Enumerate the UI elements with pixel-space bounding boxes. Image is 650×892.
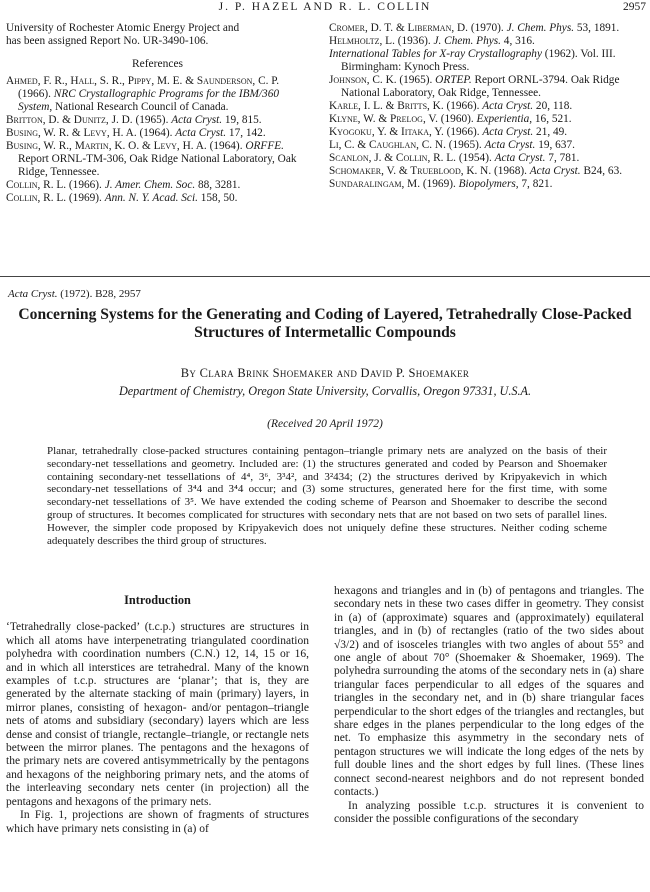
- reference-details: 16, 521.: [532, 113, 572, 125]
- prev-article-left-column: [6, 22, 309, 205]
- reference-title: ORTEP.: [435, 74, 472, 86]
- reference-authors: Busing, W. R. & Levy, H. A.: [6, 127, 137, 139]
- received-date: (Received 20 April 1972): [267, 418, 383, 430]
- reference-year: (1965).: [135, 114, 169, 126]
- reference-entry: [329, 113, 647, 126]
- reference-title: ORFFE.: [245, 140, 284, 152]
- reference-authors: Helmholtz, L.: [329, 35, 395, 47]
- running-header: [0, 0, 650, 18]
- reference-authors: Johnson, C. K.: [329, 74, 397, 86]
- section-heading: Introduction: [124, 593, 191, 607]
- reference-entry: [329, 74, 647, 100]
- reference-entry: [329, 35, 647, 48]
- reference-entry: [329, 139, 647, 152]
- reference-authors: Klyne, W. & Prelog, V.: [329, 113, 438, 125]
- reference-title: Experientia,: [476, 113, 533, 125]
- reference-details: 7, 781.: [545, 152, 580, 164]
- reference-entry: [6, 192, 309, 205]
- reference-title: Acta Cryst.: [484, 139, 536, 151]
- reference-year: (1969).: [68, 192, 102, 204]
- author-affiliation: Department of Chemistry, Oregon State University, Corvallis, Oregon 97331, U.S.A.: [118, 384, 532, 398]
- reference-authors: Collin, R. L.: [6, 179, 67, 191]
- citation-volume: (1972). B28, 2957: [60, 288, 141, 300]
- article-divider: [0, 276, 650, 277]
- prev-article-right-column: [329, 22, 647, 191]
- reference-entry: [329, 152, 647, 165]
- reference-details: Report ORNL-3794. Oak Ridge National Laboratory, Oak Ridge, Tennessee.: [341, 74, 620, 99]
- page-number: 2957: [623, 1, 646, 13]
- article-title-line: Concerning Systems for the Generating and Coding of Layered, Tetrahedrally Close-Packed: [18, 306, 632, 323]
- reference-entry: [329, 48, 647, 74]
- reference-year: (1966).: [68, 179, 102, 191]
- reference-year: (1968).: [494, 165, 527, 177]
- reference-year: (1966).: [446, 100, 480, 112]
- reference-authors: Cromer, D. T. & Liberman, D.: [329, 22, 468, 34]
- references-heading: References: [131, 58, 184, 70]
- body-left-column: [6, 590, 309, 836]
- reference-year: (1954).: [458, 152, 492, 164]
- reference-entry: [329, 178, 647, 191]
- reference-title: J. Chem. Phys.: [433, 35, 501, 47]
- reference-authors: Ahmed, F. R., Hall, S. R., Pippy, M. E. & Saunderson, C. P.: [6, 75, 280, 87]
- reference-authors: Britton, D. & Dunitz, J. D.: [6, 114, 133, 126]
- reference-authors: Collin, R. L.: [6, 192, 67, 204]
- reference-year: (1965).: [448, 139, 482, 151]
- reference-authors: Scanlon, J. & Collin, R. L.: [329, 152, 457, 164]
- reference-entry: [329, 100, 647, 113]
- body-paragraph: In Fig. 1, projections are shown of fragments of structures which have primary nets consisting in (a) of: [6, 809, 309, 835]
- reference-title: Acta Cryst.: [482, 100, 534, 112]
- reference-authors: Kyogoku, Y. & Iitaka, Y.: [329, 126, 444, 138]
- reference-entry: [329, 126, 647, 139]
- reference-year: (1966).: [446, 126, 480, 138]
- reference-year: (1960).: [440, 113, 474, 125]
- article-citation: [8, 288, 141, 300]
- reference-entry: [6, 75, 309, 114]
- reference-details: 88, 3281.: [195, 179, 241, 191]
- article-title-line: Structures of Intermetallic Compounds: [194, 324, 456, 341]
- reference-authors: Li, C. & Caughlan, C. N.: [329, 139, 446, 151]
- reference-entry: [329, 165, 647, 178]
- author-byline: By Clara Brink Shoemaker and David P. Shoemaker: [180, 366, 470, 380]
- reference-year: (1936).: [397, 35, 431, 47]
- reference-title: Acta Cryst.: [494, 152, 546, 164]
- running-header-authors: J. P. HAZEL AND R. L. COLLIN: [218, 1, 432, 13]
- reference-title: International Tables for X-ray Crystallography: [329, 48, 542, 60]
- reference-year: (1970).: [470, 22, 504, 34]
- reference-title: Acta Cryst.: [482, 126, 534, 138]
- reference-title: Ann. N. Y. Acad. Sci.: [104, 192, 198, 204]
- reference-details: 7, 821.: [518, 178, 553, 190]
- reference-details: B24, 63.: [580, 165, 623, 177]
- reference-year: (1965).: [399, 74, 433, 86]
- acknowledgement-line: University of Rochester Atomic Energy Project and: [6, 22, 240, 34]
- reference-list: [6, 75, 309, 205]
- acknowledgement-line: has been assigned Report No. UR-3490-106.: [6, 35, 209, 47]
- reference-year: (1966).: [18, 88, 51, 100]
- body-right-column: [334, 585, 644, 826]
- reference-details: 158, 50.: [197, 192, 238, 204]
- reference-details: (1962). Vol. III. Birmingham: Kynoch Press.: [341, 48, 616, 73]
- reference-title: Biopolymers,: [458, 178, 519, 190]
- reference-details: 19, 815.: [222, 114, 262, 126]
- reference-year: (1964).: [139, 127, 173, 139]
- reference-entry: [6, 127, 309, 140]
- body-paragraph: ‘Tetrahedrally close-packed’ (t.c.p.) structures are structures in which all atoms have interpenetrating triangulated coordination polyhedra with coordination numbers (C.N.) 12, 14, 15 or 16, and in which all interstices are tetrahedral. Many of the known examples of t.c.p. structures are ‘planar’; that is, they are generated by the alternate stacking of main (primary) layers, in mirror planes, consisting of hexagon- and/or pentagon–triangle nets of atoms and subsidiary (secondary) layers which are less dense and consist of triangle, rectangle–triangle, or rectangle nets between the mirror planes. The pentagons and the hexagons of the primary nets are covered antisymmetrically by the pentagons and hexagons of the neighboring primary nets, and the atoms of the interleaving secondary nets center (in projection) all the pentagons and hexagons of the primary nets.: [6, 621, 309, 808]
- reference-details: 53, 1891.: [574, 22, 620, 34]
- abstract: Planar, tetrahedrally close-packed structures containing pentagon–triangle primary nets are analyzed on the basis of their secondary-net tessellations and geometry. Included are: (1) the structures generated and coded by Pearson and Shoemaker containing secondary-net tessellations of 4⁴, 3⁶, 3³4², and 3²434; (2) the structures derived by Kripyakevich in which secondary-net tessellations of 3⁴4 and 3⁴4 occur; and (3) some structures, generated here for the first time, with some secondary-net tessellations of 3⁵. We have extended the coding scheme of Pearson and Shoemaker to describe the second group of structures. It becomes complicated for structures with secondary nets that are not based on two sets of parallel lines. However, the simpler code proposed by Kripyakevich does not uniquely define these structures. Neither coding scheme adequately describes the third group of structures.: [47, 445, 607, 547]
- article-title: [0, 306, 650, 342]
- reference-title: Acta Cryst.: [171, 114, 223, 126]
- reference-authors: Karle, I. L. & Britts, K.: [329, 100, 444, 112]
- reference-authors: Schomaker, V. & Trueblood, K. N.: [329, 165, 492, 177]
- reference-details: 4, 316.: [500, 35, 535, 47]
- reference-details: 19, 637.: [535, 139, 575, 151]
- citation-journal: Acta Cryst.: [8, 288, 58, 300]
- reference-list: [329, 22, 647, 191]
- reference-year: (1969).: [422, 178, 456, 190]
- reference-entry: [329, 22, 647, 35]
- reference-title: Acta Cryst.: [529, 165, 581, 177]
- reference-details: Report ORNL-TM-306, Oak Ridge National Laboratory, Oak Ridge, Tennessee.: [18, 153, 297, 178]
- reference-details: 20, 118.: [533, 100, 573, 112]
- reference-details: , National Research Council of Canada.: [49, 101, 229, 113]
- reference-title: J. Chem. Phys.: [506, 22, 575, 34]
- reference-title: NRC Crystallographic Programs for the IBM/360 System: [18, 88, 279, 113]
- reference-entry: [6, 140, 309, 179]
- reference-entry: [6, 114, 309, 127]
- reference-title: J. Amer. Chem. Soc.: [104, 179, 196, 191]
- reference-details: 21, 49.: [533, 126, 568, 138]
- body-paragraph: hexagons and triangles and in (b) of pentagons and triangles. The secondary nets in these two cases differ in geometry. They consist in (a) of (approximate) squares and (approximately) equilateral triangles, and in (b) of rectangles (ratio of the two sides about √3/2) and of isosceles triangles with two angles of about 55° and one angle of about 70° (Shoemaker & Shoemaker, 1969). The polyhedra surrounding the atoms of the secondary nets in (a) share triangular faces perpendicular to all edges of the squares and triangles in the secondary net, and in (b) share triangular faces perpendicular to the short edges of the triangles and rectangles, but share edges in the planes perpendicular to the long edges of the net. To emphasize this asymmetry in the secondary nets of pentagon structures we will indicate the long edges of the nets by full double lines and the short edges by full lines. (These lines connect second-nearest neighbors and do not represent bonded contacts.): [334, 585, 644, 799]
- reference-authors: Busing, W. R., Martin, K. O. & Levy, H. A.: [6, 140, 207, 152]
- body-paragraph: In analyzing possible t.c.p. structures it is convenient to consider the possible configurations of the secondary: [334, 799, 644, 825]
- reference-details: 17, 142.: [226, 127, 266, 139]
- reference-year: (1964).: [209, 140, 243, 152]
- reference-authors: Sundaralingam, M.: [329, 178, 421, 190]
- reference-entry: [6, 179, 309, 192]
- reference-title: Acta Cryst.: [175, 127, 227, 139]
